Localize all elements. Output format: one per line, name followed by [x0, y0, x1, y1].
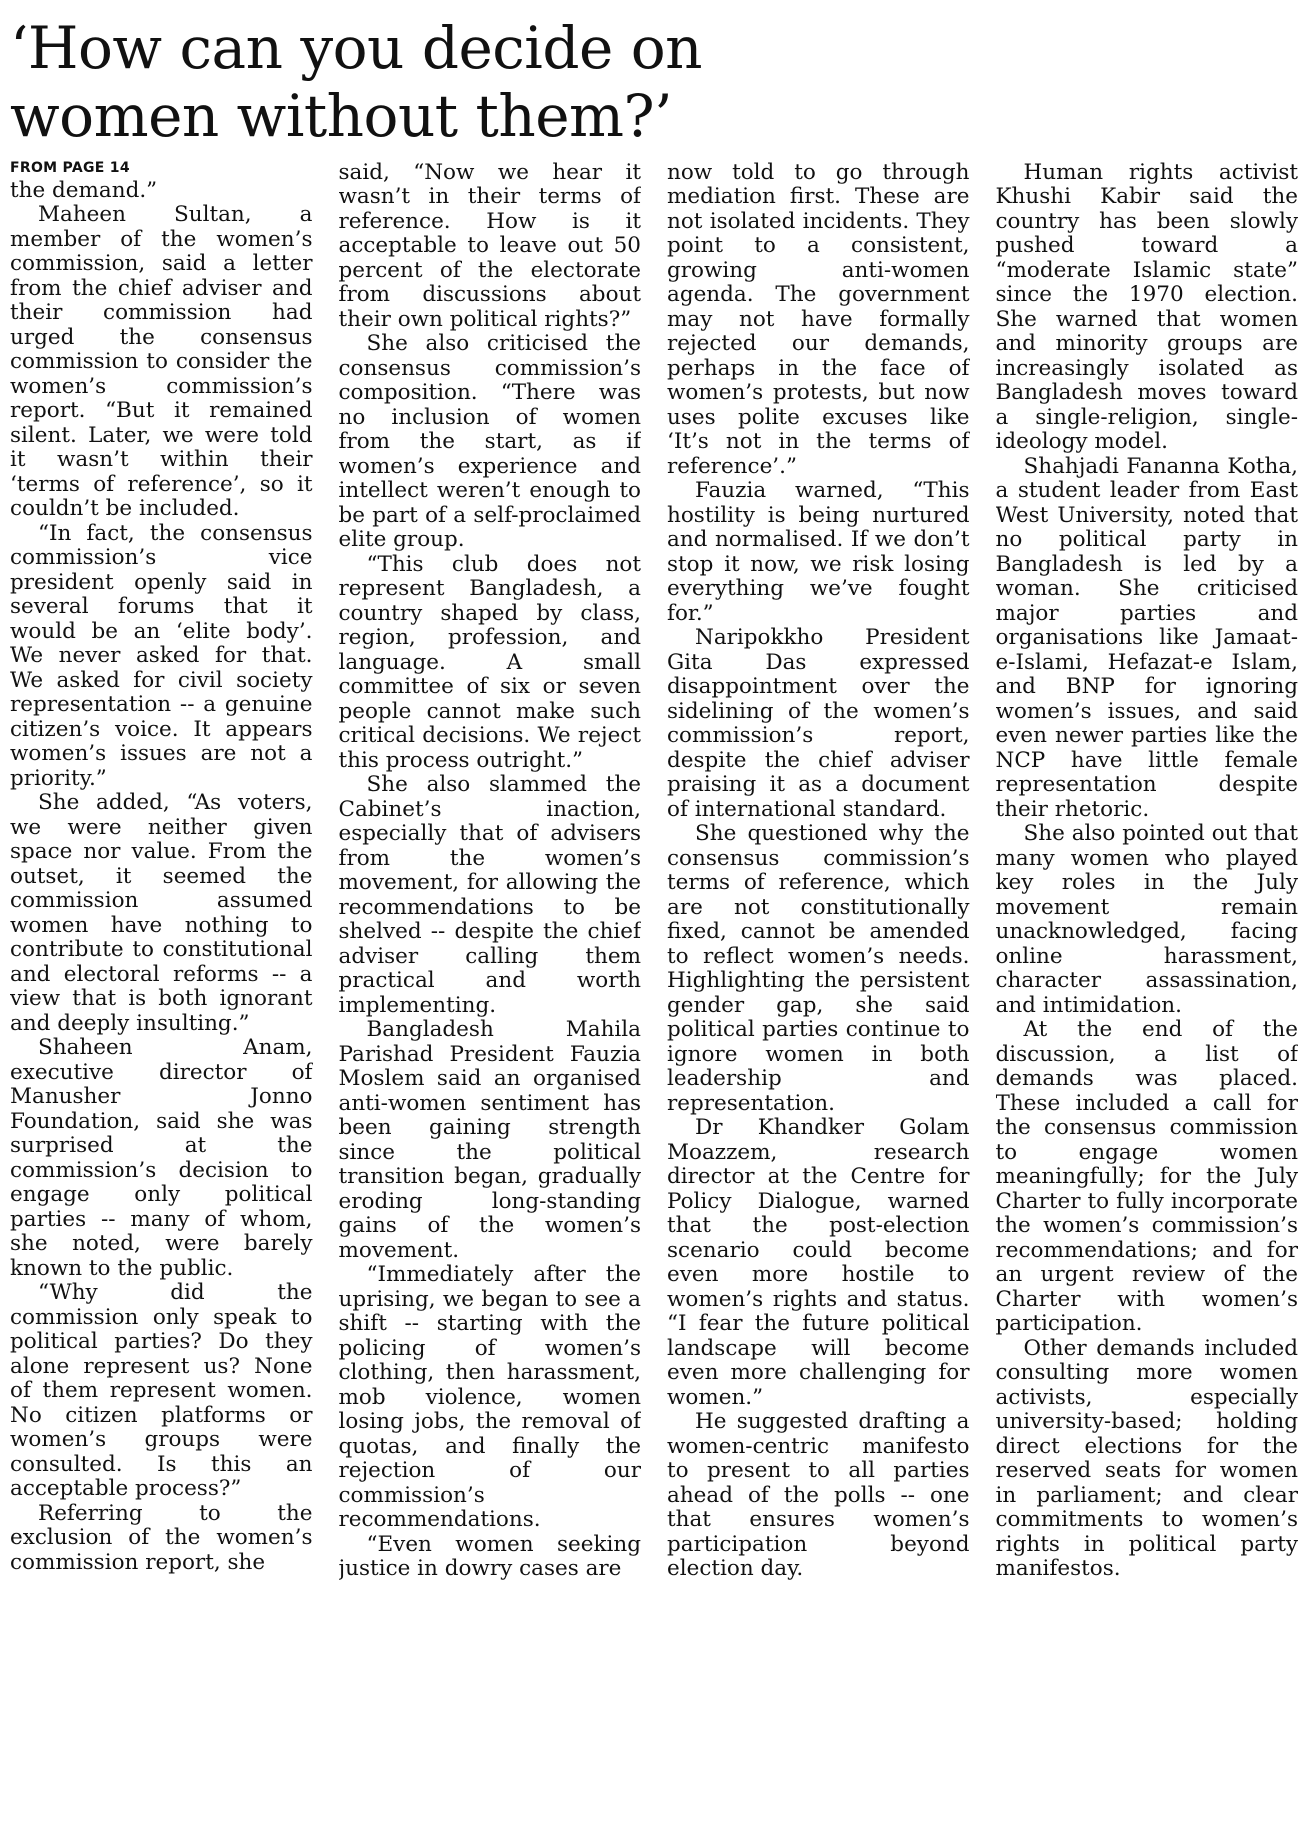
paragraph: Shahjadi Fananna Kotha, a student leader from East West University, noted that no political party in Bangladesh is led by a woman. She criticised major parties and organisations like Jamaat-e-Islami, Hefazat-e Islam, and BNP for ignoring women’s issues, and said even newer parties like the NCP have little female representation despite their rhetoric. — [995, 453, 1298, 822]
column-3 — [667, 161, 970, 1582]
paragraph: She also criticised the consensus commission’s composition. “There was no inclusion of women from the start, as if women’s experience and intellect weren’t enough to be part of a self-proclaimed elite group. — [338, 331, 641, 553]
column-2 — [339, 161, 642, 1582]
paragraph: She questioned why the consensus commission’s terms of reference, which are not constitutionally fixed, cannot be amended to reflect women’s needs. Highlighting the persistent gender gap, she said political parties continue to ignore women in both leadership and representation. — [667, 821, 970, 1116]
paragraph: Referring to the exclusion of the women’s commission report, she — [10, 1500, 313, 1575]
column-1 — [10, 161, 313, 1582]
paragraph: Other demands included consulting more women activists, especially university-based; holding direct elections for the reserved seats for women in parliament; and clear commitments to women’s rights in political party manifestos. — [995, 1335, 1298, 1582]
headline-line-2: women without them?’ — [10, 82, 673, 151]
paragraph: She also slammed the Cabinet’s inaction, especially that of advisers from the women’s movement, for allowing the recommendations to be shelved -- despite the chief adviser calling them practical and worth implementing. — [338, 772, 641, 1018]
paragraph: She added, “As voters, we were neither given space nor value. From the outset, it seemed the commission assumed women have nothing to contribute to constitutional and electoral reforms -- a view that is both ignorant and deeply insulting.” — [10, 790, 313, 1036]
paragraph: “Why did the commission only speak to political parties? Do they alone represent us? None of them represent women. No citizen platforms or women’s groups were consulted. Is this an acceptable process?” — [10, 1280, 313, 1502]
paragraph: Shaheen Anam, executive director of Manusher Jonno Foundation, said she was surprised at the commission’s decision to engage only political parties -- many of whom, she noted, were barely known to the public. — [10, 1035, 313, 1281]
paragraph: said, “Now we hear it wasn’t in their terms of reference. How is it acceptable to leave out 50 percent of the electorate from discussions about their own political rights?” — [338, 160, 641, 332]
paragraph: now told to go through mediation first. These are not isolated incidents. They point to a consistent, growing anti-women agenda. The government may not have formally rejected our demands, perhaps in the face of women’s protests, but now uses polite excuses like ‘It’s not in the terms of reference’.” — [667, 160, 970, 479]
paragraph: She also pointed out that many women who played key roles in the July movement remain unacknowledged, facing online harassment, character assassination, and intimidation. — [995, 821, 1298, 1018]
jump-label: FROM PAGE 14 — [10, 160, 130, 176]
paragraph: Bangladesh Mahila Parishad President Fauzia Moslem said an organised anti-women sentiment has been gaining strength since the political transition began, gradually eroding long-standing gains of the women’s movement. — [338, 1017, 641, 1263]
paragraph: “In fact, the consensus commission’s vice president openly said in several forums that it would be an ‘elite body’. We never asked for that. We asked for civil society representation -- a genuine citizen’s voice. It appears women’s issues are not a priority.” — [10, 520, 313, 791]
column-4 — [996, 161, 1299, 1582]
paragraph: He suggested drafting a women-centric manifesto to present to all parties ahead of the polls -- one that ensures women’s participation beyond election day. — [667, 1409, 970, 1582]
paragraph: Fauzia warned, “This hostility is being nurtured and normalised. If we don’t stop it now, we risk losing everything we’ve fought for.” — [667, 478, 970, 626]
paragraph: Human rights activist Khushi Kabir said the country has been slowly pushed toward a “moderate Islamic state” since the 1970 election. She warned that women and minority groups are increasingly isolated as Bangladesh moves toward a single-religion, single-ideology model. — [995, 160, 1298, 455]
headline-line-1: ‘How can you decide on — [10, 14, 702, 82]
paragraph: “Immediately after the uprising, we began to see a shift -- starting with the policing of women’s clothing, then harassment, mob violence, women losing jobs, the removal of quotas, and finally the rejection of our commission’s recommendations. — [338, 1262, 641, 1533]
paragraph: “Even women seeking justice in dowry cases are — [338, 1531, 641, 1582]
article-body — [10, 161, 1298, 1582]
paragraph: “This club does not represent Bangladesh, a country shaped by class, region, profession, and language. A small committee of six or seven people cannot make such critical decisions. We reject this process outright.” — [338, 551, 641, 773]
paragraph: Naripokkho President Gita Das expressed disappointment over the sidelining of the women’s commission’s report, despite the chief adviser praising it as a document of international standard. — [667, 625, 970, 822]
paragraph: Dr Khandker Golam Moazzem, research director at the Centre for Policy Dialogue, warned that the post-election scenario could become even more hostile to women’s rights and status. “I fear the future political landscape will become even more challenging for women.” — [667, 1115, 970, 1410]
paragraph: the demand.” — [10, 177, 158, 203]
paragraph: At the end of the discussion, a list of demands was placed. These included a call for the consensus commission to engage women meaningfully; for the July Charter to fully incorporate the women’s commission’s recommendations; and for an urgent review of the Charter with women’s participation. — [995, 1017, 1298, 1337]
paragraph: Maheen Sultan, a member of the women’s commission, said a letter from the chief adviser and their commission had urged the consensus commission to consider the women’s commission’s report. “But it remained silent. Later, we were told it wasn’t within their ‘terms of reference’, so it couldn’t be included. — [10, 202, 313, 522]
headline — [10, 14, 1298, 151]
